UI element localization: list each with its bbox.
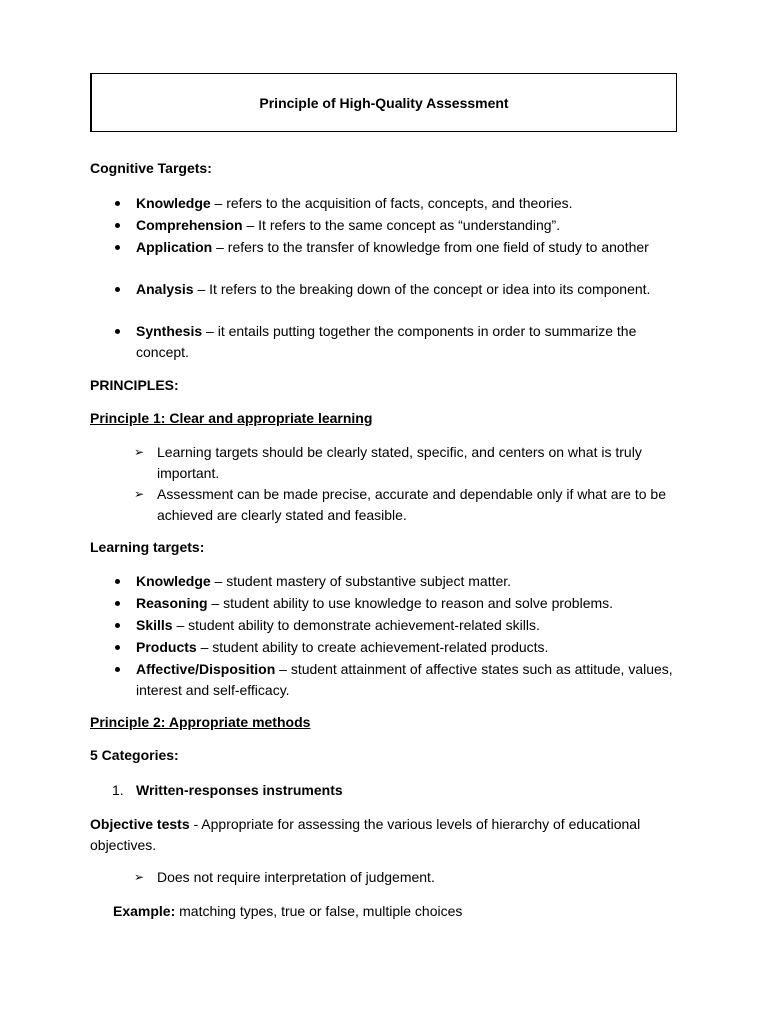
categories-heading: 5 Categories: <box>90 747 179 763</box>
term: Analysis <box>136 281 194 297</box>
term: Products <box>136 639 197 655</box>
term: Comprehension <box>136 217 243 233</box>
definition: – refers to the acquisition of facts, concepts, and theories. <box>210 195 573 211</box>
example-term: Example: <box>113 903 176 919</box>
arrow-bullet-icon: ➢ <box>134 870 145 884</box>
term: Knowledge <box>136 573 211 589</box>
definition: – It refers to the same concept as “understanding”. <box>242 217 561 233</box>
arrow-bullet-icon: ➢ <box>134 445 145 459</box>
item-label: Written-responses instruments <box>136 782 343 798</box>
definition: – student attainment of affective states such as attitude, values, interest and self-efficacy. <box>136 661 673 698</box>
point-text: Assessment can be made precise, accurate and dependable only if what are to be achieved are clearly stated and feasible. <box>157 486 666 523</box>
item-number: 1. <box>112 782 124 798</box>
learning-targets-heading: Learning targets: <box>90 539 205 555</box>
definition: – It refers to the breaking down of the concept or idea into its component. <box>193 281 651 297</box>
principle-1-heading: Principle 1: Clear and appropriate learning <box>90 410 373 426</box>
cognitive-targets-heading: Cognitive Targets: <box>90 160 212 176</box>
example-line <box>113 901 462 922</box>
definition: – refers to the transfer of knowledge from one field of study to another <box>212 239 649 255</box>
term: Reasoning <box>136 595 208 611</box>
term: Affective/Disposition <box>136 661 276 677</box>
title-box <box>90 73 677 132</box>
principle-2-heading: Principle 2: Appropriate methods <box>90 714 311 730</box>
arrow-bullet-icon: ➢ <box>134 487 145 501</box>
term: Skills <box>136 617 173 633</box>
definition: – it entails putting together the components in order to summarize the concept. <box>136 323 637 360</box>
document-title: Principle of High-Quality Assessment <box>259 94 509 111</box>
example-desc: matching types, true or false, multiple choices <box>175 903 463 919</box>
point-text: Does not require interpretation of judgement. <box>157 869 435 885</box>
definition: – student mastery of substantive subject matter. <box>210 573 512 589</box>
objective-tests-term: Objective tests <box>90 816 190 832</box>
definition: – student ability to create achievement-related products. <box>196 639 549 655</box>
term: Application <box>136 239 213 255</box>
point-text: Learning targets should be clearly stated, specific, and centers on what is truly important. <box>157 444 642 481</box>
objective-tests-paragraph <box>90 814 680 856</box>
principles-heading: PRINCIPLES: <box>90 377 179 393</box>
objective-tests-desc: - Appropriate for assessing the various levels of hierarchy of educational objectives. <box>90 816 641 853</box>
definition: – student ability to demonstrate achievement-related skills. <box>172 617 540 633</box>
term: Knowledge <box>136 195 211 211</box>
term: Synthesis <box>136 323 203 339</box>
definition: – student ability to use knowledge to reason and solve problems. <box>207 595 614 611</box>
